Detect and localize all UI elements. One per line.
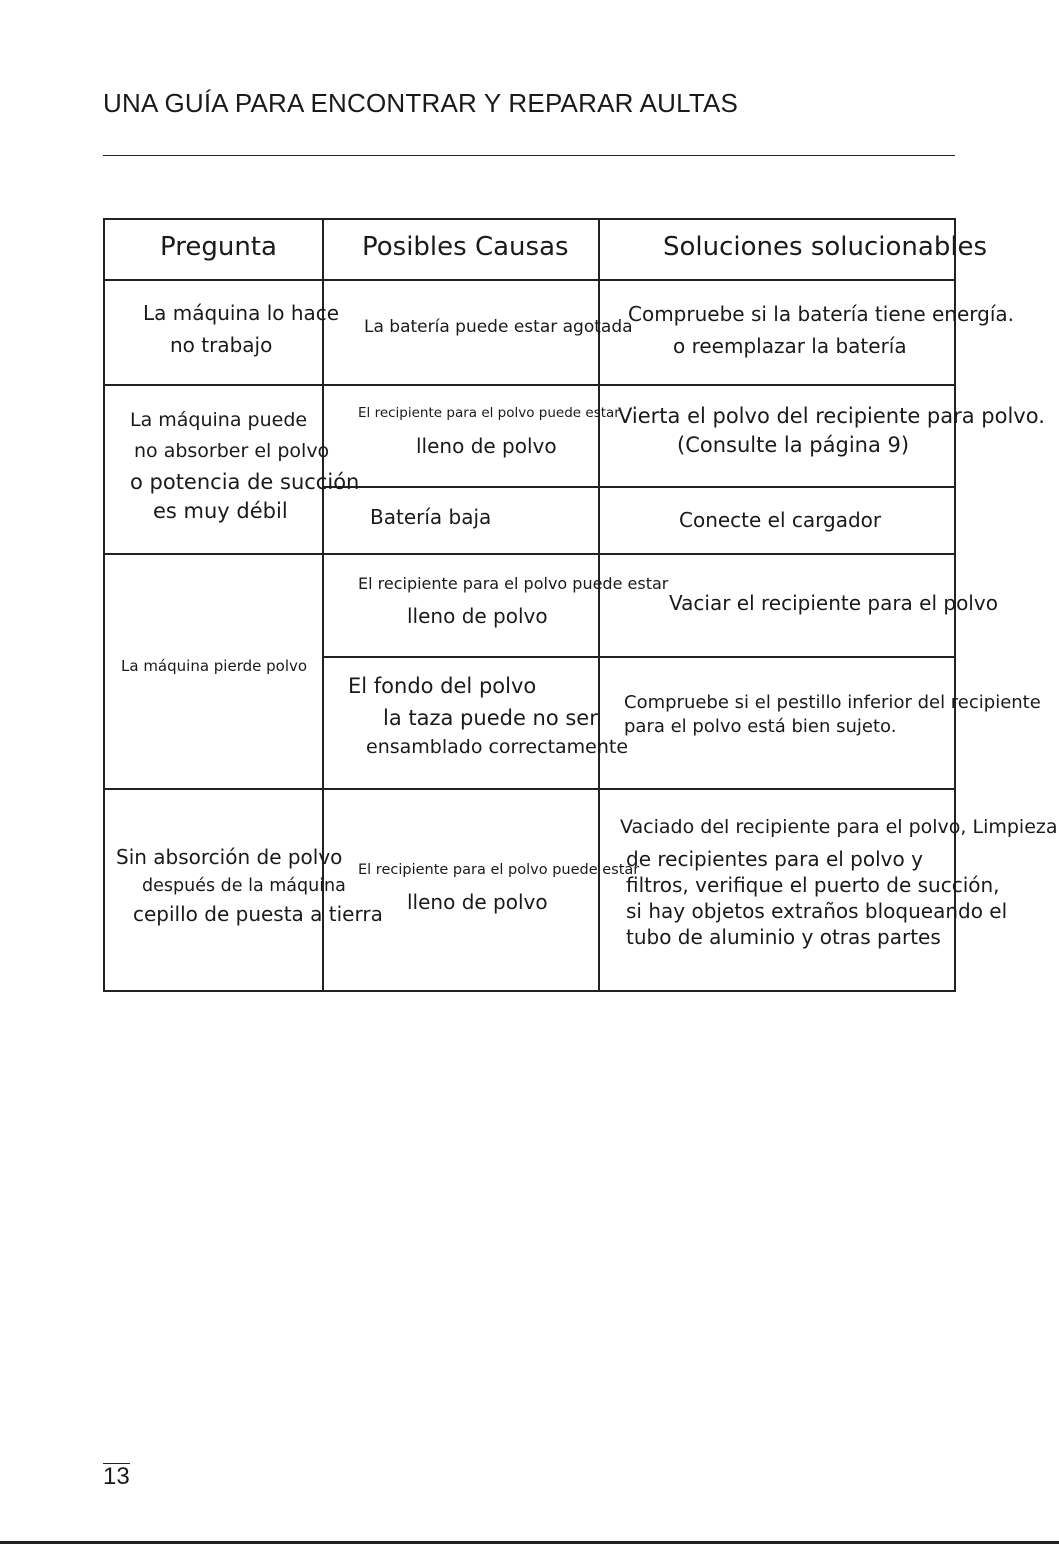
cause-text: lleno de polvo (416, 434, 557, 458)
question-text: después de la máquina (142, 876, 346, 896)
solution-text: de recipientes para el polvo y (626, 847, 923, 871)
question-text: no trabajo (170, 333, 273, 357)
cause-text: El fondo del polvo (348, 674, 537, 698)
header-solutions: Soluciones solucionables (663, 232, 988, 262)
question-text: o potencia de succión (130, 470, 360, 494)
cause-text: la taza puede no ser (383, 706, 598, 730)
question-text: La máquina lo hace (143, 301, 340, 325)
solution-text: Vaciar el recipiente para el polvo (669, 591, 998, 615)
solution-text: filtros, verifique el puerto de succión, (626, 873, 1000, 897)
question-text: no absorber el polvo (134, 440, 330, 462)
row-divider (103, 788, 956, 790)
page-title: UNA GUÍA PARA ENCONTRAR Y REPARAR AULTAS (103, 88, 739, 118)
cause-text: Batería baja (370, 505, 492, 529)
page-number: 13 (103, 1463, 130, 1490)
cause-text: lleno de polvo (407, 890, 548, 914)
cause-text: lleno de polvo (407, 604, 548, 628)
cause-text: ensamblado correctamente (366, 736, 629, 758)
table-border-left (103, 218, 105, 991)
question-text: es muy débil (153, 499, 288, 523)
solution-text: (Consulte la página 9) (677, 433, 910, 457)
question-text: cepillo de puesta a tierra (133, 902, 383, 926)
header-causes: Posibles Causas (362, 232, 569, 262)
cause-text: El recipiente para el polvo puede estar (358, 574, 669, 593)
header-divider (103, 279, 956, 281)
solution-text: tubo de aluminio y otras partes (626, 925, 941, 949)
title-divider (103, 155, 955, 156)
solution-text: o reemplazar la batería (673, 334, 907, 358)
question-text: Sin absorción de polvo (116, 845, 343, 869)
solution-text: Compruebe si la batería tiene energía. (628, 302, 1014, 326)
solution-text: Conecte el cargador (679, 508, 882, 532)
solution-text: Compruebe si el pestillo inferior del recipiente (624, 692, 1041, 713)
solution-text: Vierta el polvo del recipiente para polvo. (618, 404, 1045, 428)
cause-text: El recipiente para el polvo puede estar (358, 405, 620, 421)
table-border-top (103, 218, 956, 220)
question-text: La máquina puede (130, 409, 308, 431)
solution-text: si hay objetos extraños bloqueando el (626, 899, 1008, 923)
header-question: Pregunta (160, 232, 277, 262)
question-text: La máquina pierde polvo (121, 657, 308, 675)
cause-text: El recipiente para el polvo puede estar (358, 862, 640, 878)
row-divider (103, 553, 956, 555)
row-divider (103, 384, 956, 386)
solution-text: para el polvo está bien sujeto. (624, 716, 897, 737)
subrow-divider (322, 656, 956, 658)
solution-text: Vaciado del recipiente para el polvo, Limpieza (620, 816, 1058, 838)
table-border-bottom (103, 990, 956, 992)
cause-text: La batería puede estar agotada (364, 317, 633, 337)
subrow-divider (322, 486, 956, 488)
